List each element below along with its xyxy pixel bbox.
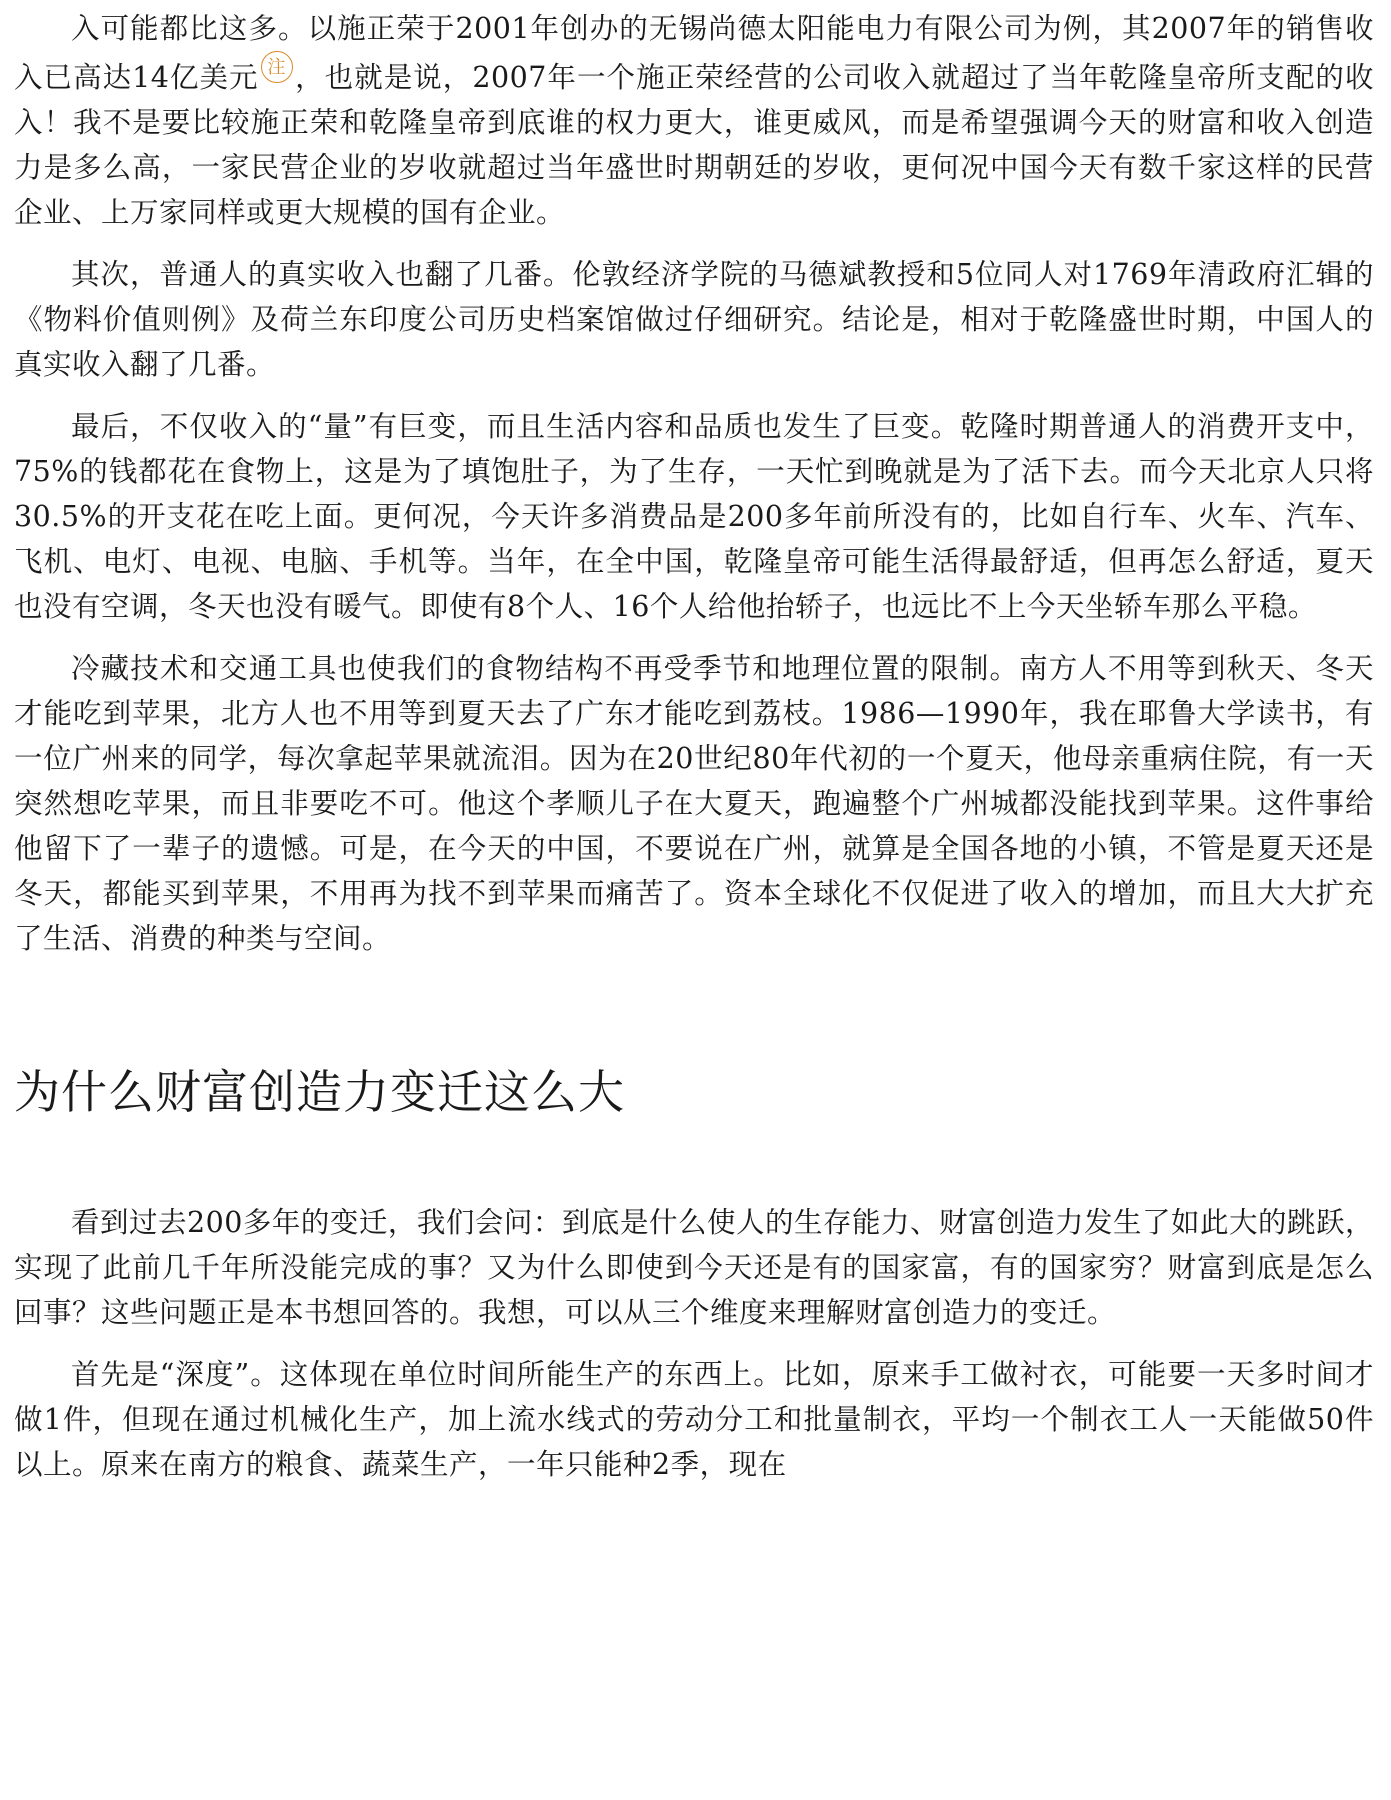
paragraph-text-before-note: 入可能都比这多。以施正荣于2001年创办的无锡尚德太阳能电力有限公司为例，其2007年的销售收入已高达14亿美元 xyxy=(14,12,1374,94)
paragraph-text-after-note: ，也就是说，2007年一个施正荣经营的公司收入就超过了当年乾隆皇帝所支配的收入！我不是要比较施正荣和乾隆皇帝到底谁的权力更大，谁更威风，而是希望强调今天的财富和收入创造力是多么高，一家民营企业的岁收就超过当年盛世时期朝廷的岁收，更何况中国今天有数千家这样的民营企业、上万家同样或更大规模的国有企业。 xyxy=(14,61,1374,229)
book-page xyxy=(14,6,1374,1487)
section-title: 为什么财富创造力变迁这么大 xyxy=(14,1065,625,1119)
footnote-marker-icon[interactable]: 注 xyxy=(261,51,293,83)
paragraph-three-dimensions: 看到过去200多年的变迁，我们会问：到底是什么使人的生存能力、财富创造力发生了如此大的跳跃，实现了此前几千年所没能完成的事？又为什么即使到今天还是有的国家富，有的国家穷？财富到底是怎么回事？这些问题正是本书想回答的。我想，可以从三个维度来理解财富创造力的变迁。 xyxy=(14,1206,1374,1329)
paragraph-depth: 首先是“深度”。这体现在单位时间所能生产的东西上。比如，原来手工做衬衣，可能要一天多时间才做1件，但现在通过机械化生产，加上流水线式的劳动分工和批量制衣，平均一个制衣工人一天能做50件以上。原来在南方的粮食、蔬菜生产，一年只能种2季，现在 xyxy=(14,1358,1374,1481)
paragraph-real-income: 其次，普通人的真实收入也翻了几番。伦敦经济学院的马德斌教授和5位同人对1769年清政府汇辑的《物料价值则例》及荷兰东印度公司历史档案馆做过仔细研究。结论是，相对于乾隆盛世时期，中国人的真实收入翻了几番。 xyxy=(14,258,1374,381)
paragraph-apple-story: 冷藏技术和交通工具也使我们的食物结构不再受季节和地理位置的限制。南方人不用等到秋天、冬天才能吃到苹果，北方人也不用等到夏天去了广东才能吃到荔枝。1986—1990年，我在耶鲁大学读书，有一位广州来的同学，每次拿起苹果就流泪。因为在20世纪80年代初的一个夏天，他母亲重病住院，有一天突然想吃苹果，而且非要吃不可。他这个孝顺儿子在大夏天，跑遍整个广州城都没能找到苹果。这件事给他留下了一辈子的遗憾。可是，在今天的中国，不要说在广州，就算是全国各地的小镇，不管是夏天还是冬天，都能买到苹果，不用再为找不到苹果而痛苦了。资本全球化不仅促进了收入的增加，而且大大扩充了生活、消费的种类与空间。 xyxy=(14,652,1374,955)
paragraph-quality-of-life: 最后，不仅收入的“量”有巨变，而且生活内容和品质也发生了巨变。乾隆时期普通人的消费开支中，75%的钱都花在食物上，这是为了填饱肚子，为了生存，一天忙到晚就是为了活下去。而今天北京人只将30.5%的开支花在吃上面。更何况，今天许多消费品是200多年前所没有的，比如自行车、火车、汽车、飞机、电灯、电视、电脑、手机等。当年，在全中国，乾隆皇帝可能生活得最舒适，但再怎么舒适，夏天也没有空调，冬天也没有暖气。即使有8个人、16个人给他抬轿子，也远比不上今天坐轿车那么平稳。 xyxy=(14,410,1374,623)
paragraph-wealth-comparison xyxy=(14,6,1374,235)
